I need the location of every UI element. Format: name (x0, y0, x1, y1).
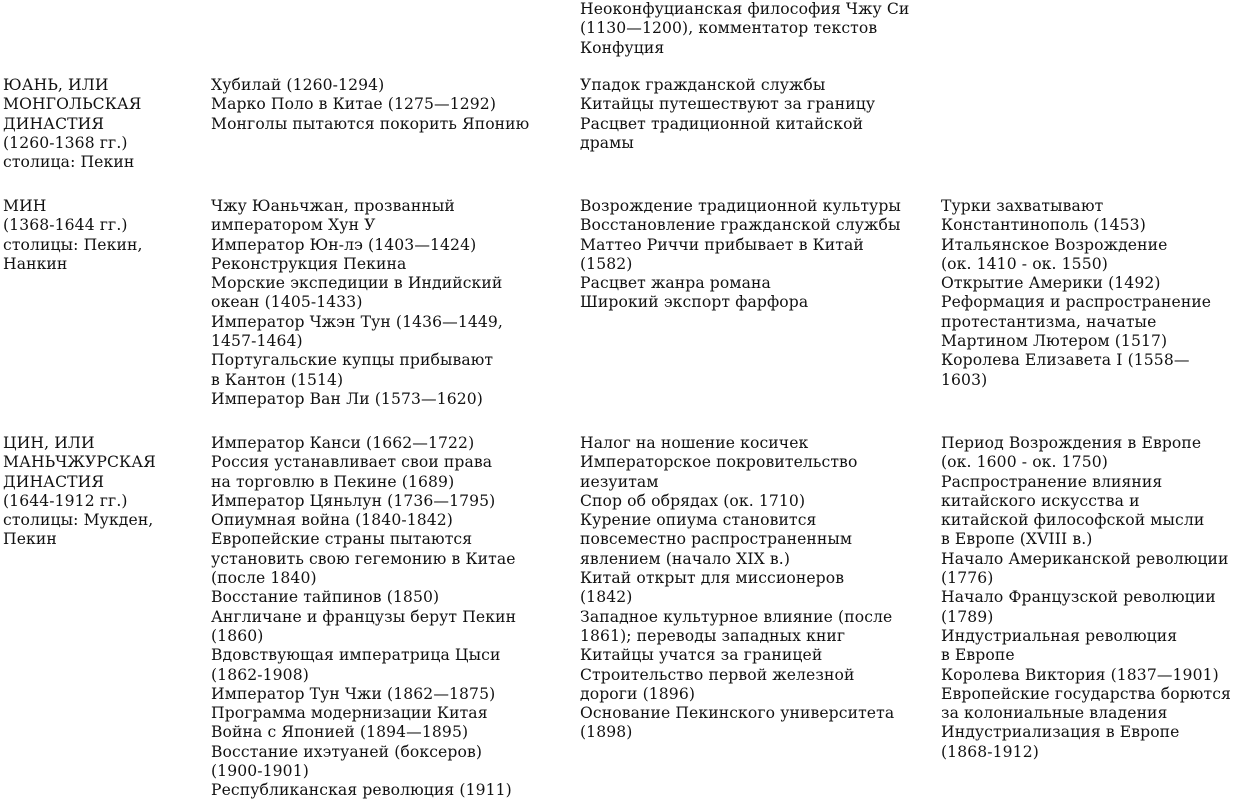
table-line: Упадок гражданской службы (580, 76, 826, 94)
row-ming-world (941, 197, 1211, 390)
table-line: Индустриализация в Европе (941, 723, 1180, 742)
table-line: Хубилай (1260-1294) (211, 76, 385, 94)
table-line: Распространение влияния (941, 472, 1163, 491)
table-line: (1860) (211, 626, 264, 645)
table-line: Восстание тайпинов (1850) (211, 588, 440, 607)
table-line: 1861); переводы западных книг (580, 626, 846, 645)
table-line: в Европе (941, 646, 1015, 665)
table-line: (1842) (580, 588, 633, 607)
table-line: на торговлю в Пекине (1689) (211, 472, 455, 491)
table-line: (1898) (580, 723, 633, 742)
table-line: Китайцы учатся за границей (580, 646, 823, 665)
table-line: океан (1405-1433) (211, 293, 363, 312)
table-line: Реформация и распространение (941, 293, 1212, 312)
table-line: дороги (1896) (580, 684, 696, 703)
table-line: Мартином Лютером (1517) (941, 332, 1168, 351)
table-line: Основание Пекинского университета (580, 704, 895, 723)
table-line: ЦИН, ИЛИ (3, 434, 95, 452)
table-line: (1868-1912) (941, 742, 1039, 761)
table-line: Император Цяньлун (1736—1795) (211, 491, 496, 510)
table-line: драмы (580, 133, 634, 152)
table-line: Курение опиума становится (580, 511, 817, 530)
table-line: повсеместно распространенным (580, 530, 853, 549)
table-line: МОНГОЛЬСКАЯ (3, 95, 142, 114)
table-line: китайской философской мысли (941, 511, 1205, 530)
table-line: за колониальные владения (941, 704, 1168, 723)
table-line: МИН (3, 197, 47, 215)
table-line: (ок. 1410 - ок. 1550) (941, 254, 1108, 273)
table-line: столицы: Пекин, (3, 235, 143, 254)
table-line: столицы: Мукден, (3, 511, 154, 530)
table-line: (1900-1901) (211, 762, 309, 781)
table-line: Императорское покровительство (580, 453, 858, 472)
table-line: протестантизма, начатые (941, 312, 1157, 331)
table-line: Начало Французской революции (941, 588, 1216, 607)
table-line: Программа модернизации Китая (211, 704, 488, 723)
table-line: Начало Американской революции (941, 549, 1229, 568)
table-line: Нанкин (3, 254, 68, 273)
table-line: Император Канси (1662—1722) (211, 434, 475, 452)
table-line: (1644-1912 гг.) (3, 491, 128, 510)
row-qing-dynasty (3, 434, 156, 550)
table-line: Англичане и французы берут Пекин (211, 607, 517, 626)
table-line: Европейские государства борются (941, 684, 1231, 703)
table-line: Восстание ихэтуаней (боксеров) (211, 742, 483, 761)
table-line: Марко Поло в Китае (1275—1292) (211, 95, 497, 114)
row-qing-world (941, 434, 1231, 762)
row-qing-culture (580, 434, 894, 743)
row-ming-dynasty (3, 197, 143, 274)
table-line: Европейские страны пытаются (211, 530, 473, 549)
row-qing-events (211, 434, 516, 801)
table-line: Китай открыт для миссионеров (580, 569, 845, 588)
table-line: (1130—1200), комментатор текстов (580, 19, 878, 38)
table-line: Западное культурное влияние (после (580, 607, 893, 626)
table-line: ДИНАСТИЯ (3, 472, 105, 491)
table-line: Королева Елизавета I (1558— (941, 351, 1190, 370)
table-line: (1260-1368 гг.) (3, 133, 128, 152)
row-0-culture (580, 0, 909, 58)
table-line: в Кантон (1514) (211, 370, 344, 389)
table-line: МАНЬЧЖУРСКАЯ (3, 453, 156, 472)
row-yuan-culture (580, 76, 875, 153)
table-line: Индустриальная революция (941, 626, 1178, 645)
row-yuan-events (211, 76, 529, 134)
table-line: столица: Пекин (3, 153, 135, 172)
table-line: Россия устанавливает свои права (211, 453, 493, 472)
table-line: Налог на ношение косичек (580, 434, 809, 452)
table-line: Португальские купцы прибывают (211, 351, 494, 370)
table-line: (1368-1644 гг.) (3, 216, 128, 235)
table-line: Император Ван Ли (1573—1620) (211, 389, 483, 408)
table-line: в Европе (XVIII в.) (941, 530, 1093, 549)
table-line: (1776) (941, 569, 994, 588)
table-line: Турки захватывают (941, 197, 1104, 215)
row-ming-culture (580, 197, 901, 313)
row-ming-events (211, 197, 503, 409)
table-line: Император Тун Чжи (1862—1875) (211, 684, 496, 703)
table-line: (1862-1908) (211, 665, 309, 684)
table-line: Возрождение традиционной культуры (580, 197, 901, 215)
table-line: Королева Виктория (1837—1901) (941, 665, 1219, 684)
table-line: китайского искусства и (941, 491, 1140, 510)
table-line: Император Чжэн Тун (1436—1449, (211, 312, 503, 331)
table-line: Чжу Юаньчжан, прозванный (211, 197, 455, 215)
table-line: Морские экспедиции в Индийский (211, 274, 503, 293)
table-line: Конфуция (580, 38, 665, 57)
table-line: (1582) (580, 254, 633, 273)
table-line: Открытие Америки (1492) (941, 274, 1161, 293)
table-line: Расцвет традиционной китайской (580, 114, 864, 133)
table-line: (ок. 1600 - ок. 1750) (941, 453, 1108, 472)
table-line: Широкий экспорт фарфора (580, 293, 809, 312)
table-line: Опиумная война (1840-1842) (211, 511, 453, 530)
table-line: Спор об обрядах (ок. 1710) (580, 491, 806, 510)
table-line: Строительство первой железной (580, 665, 855, 684)
table-line: иезуитам (580, 472, 659, 491)
table-line: (1789) (941, 607, 994, 626)
table-line: ЮАНЬ, ИЛИ (3, 76, 109, 94)
table-line: установить свою гегемонию в Китае (211, 549, 516, 568)
table-line: Период Возрождения в Европе (941, 434, 1202, 452)
table-line: Реконструкция Пекина (211, 254, 407, 273)
table-line: Маттео Риччи прибывает в Китай (580, 235, 864, 254)
table-line: ДИНАСТИЯ (3, 114, 105, 133)
table-line: Республиканская революция (1911) (211, 781, 512, 800)
table-line: Константинополь (1453) (941, 216, 1146, 235)
table-line: Восстановление гражданской службы (580, 216, 901, 235)
table-line: Вдовствующая императрица Цыси (211, 646, 501, 665)
table-line: Расцвет жанра романа (580, 274, 771, 293)
table-line: Пекин (3, 530, 57, 549)
table-line: Война с Японией (1894—1895) (211, 723, 469, 742)
table-line: 1457-1464) (211, 332, 303, 351)
table-line: Монголы пытаются покорить Японию (211, 114, 530, 133)
table-line: явлением (начало XIX в.) (580, 549, 791, 568)
table-line: императором Хун У (211, 216, 376, 235)
table-line: 1603) (941, 370, 988, 389)
table-line: (после 1840) (211, 569, 317, 588)
table-line: Император Юн-лэ (1403—1424) (211, 235, 477, 254)
row-yuan-dynasty (3, 76, 141, 172)
table-line: Итальянское Возрождение (941, 235, 1168, 254)
table-line: Китайцы путешествуют за границу (580, 95, 876, 114)
table-line: Неоконфуцианская философия Чжу Си (580, 0, 910, 18)
